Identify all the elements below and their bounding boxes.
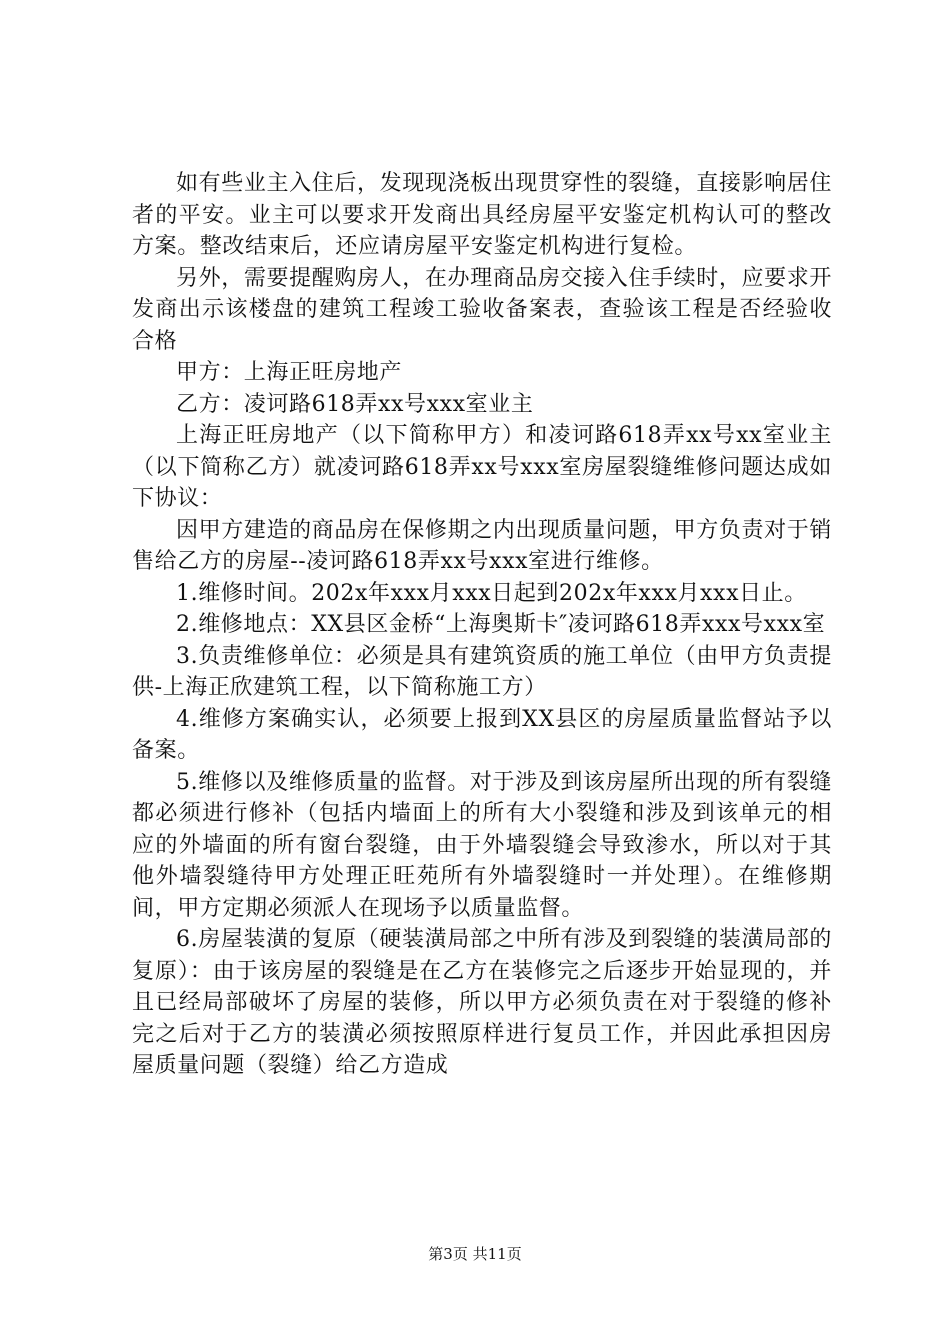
clause-5: 5.维修以及维修质量的监督。对于涉及到该房屋所出现的所有裂缝都必须进行修补（包括内墙面上的所有大小裂缝和涉及到该单元的相应的外墙面的所有窗台裂缝，由于外墙裂缝会导致渗水，所以对于其他外墙裂缝待甲方处理正旺苑所有外墙裂缝时一并处理）。在维修期间，甲方定期必须派人在现场予以质量监督。 (132, 769, 832, 921)
paragraph-reminder: 另外，需要提醒购房人，在办理商品房交接入住手续时，应要求开发商出示该楼盘的建筑工程竣工验收备案表，查验该工程是否经验收合格 (132, 265, 832, 354)
clause-3: 3.负责维修单位：必须是具有建筑资质的施工单位（由甲方负责提供-上海正欣建筑工程，以下简称施工方） (132, 643, 832, 700)
paragraph-intro: 如有些业主入住后，发现现浇板出现贯穿性的裂缝，直接影响居住者的平安。业主可以要求开发商出具经房屋平安鉴定机构认可的整改方案。整改结束后，还应请房屋平安鉴定机构进行复检。 (132, 171, 832, 259)
clause-2: 2.维修地点：XX县区金桥“上海奥斯卡″凌诃路618弄xxx号xxx室 (176, 612, 826, 637)
party-a: 甲方：上海正旺房地产 (176, 360, 403, 385)
document-body (132, 168, 832, 1082)
clause-4: 4.维修方案确实认，必须要上报到XX县区的房屋质量监督站予以备案。 (132, 706, 832, 763)
page-footer: 第3页 共11页 (428, 1245, 522, 1263)
clause-1: 1.维修时间。202x年xxx月xxx日起到202x年xxx月xxx日止。 (176, 580, 807, 606)
paragraph-warranty: 因甲方建造的商品房在保修期之内出现质量问题，甲方负责对于销售给乙方的房屋--凌诃路618弄xx号xxx室进行维修。 (132, 517, 832, 574)
paragraph-agreement: 上海正旺房地产（以下简称甲方）和凌诃路618弄xx号xx室业主（以下简称乙方）就凌诃路618弄xx号xxx室房屋裂缝维修问题达成如下协议： (132, 423, 832, 511)
party-b: 乙方：凌诃路618弄xx号xxx室业主 (176, 391, 534, 417)
clause-6: 6.房屋装潢的复原（硬装潢局部之中所有涉及到裂缝的装潢局部的复原）：由于该房屋的裂缝是在乙方在装修完之后逐步开始显现的，并且已经局部破坏了房屋的装修，所以甲方必须负责在对于裂缝的修补完之后对于乙方的装潢必须按照原样进行复员工作，并因此承担因房屋质量问题（裂缝）给乙方造成 (132, 927, 832, 1078)
